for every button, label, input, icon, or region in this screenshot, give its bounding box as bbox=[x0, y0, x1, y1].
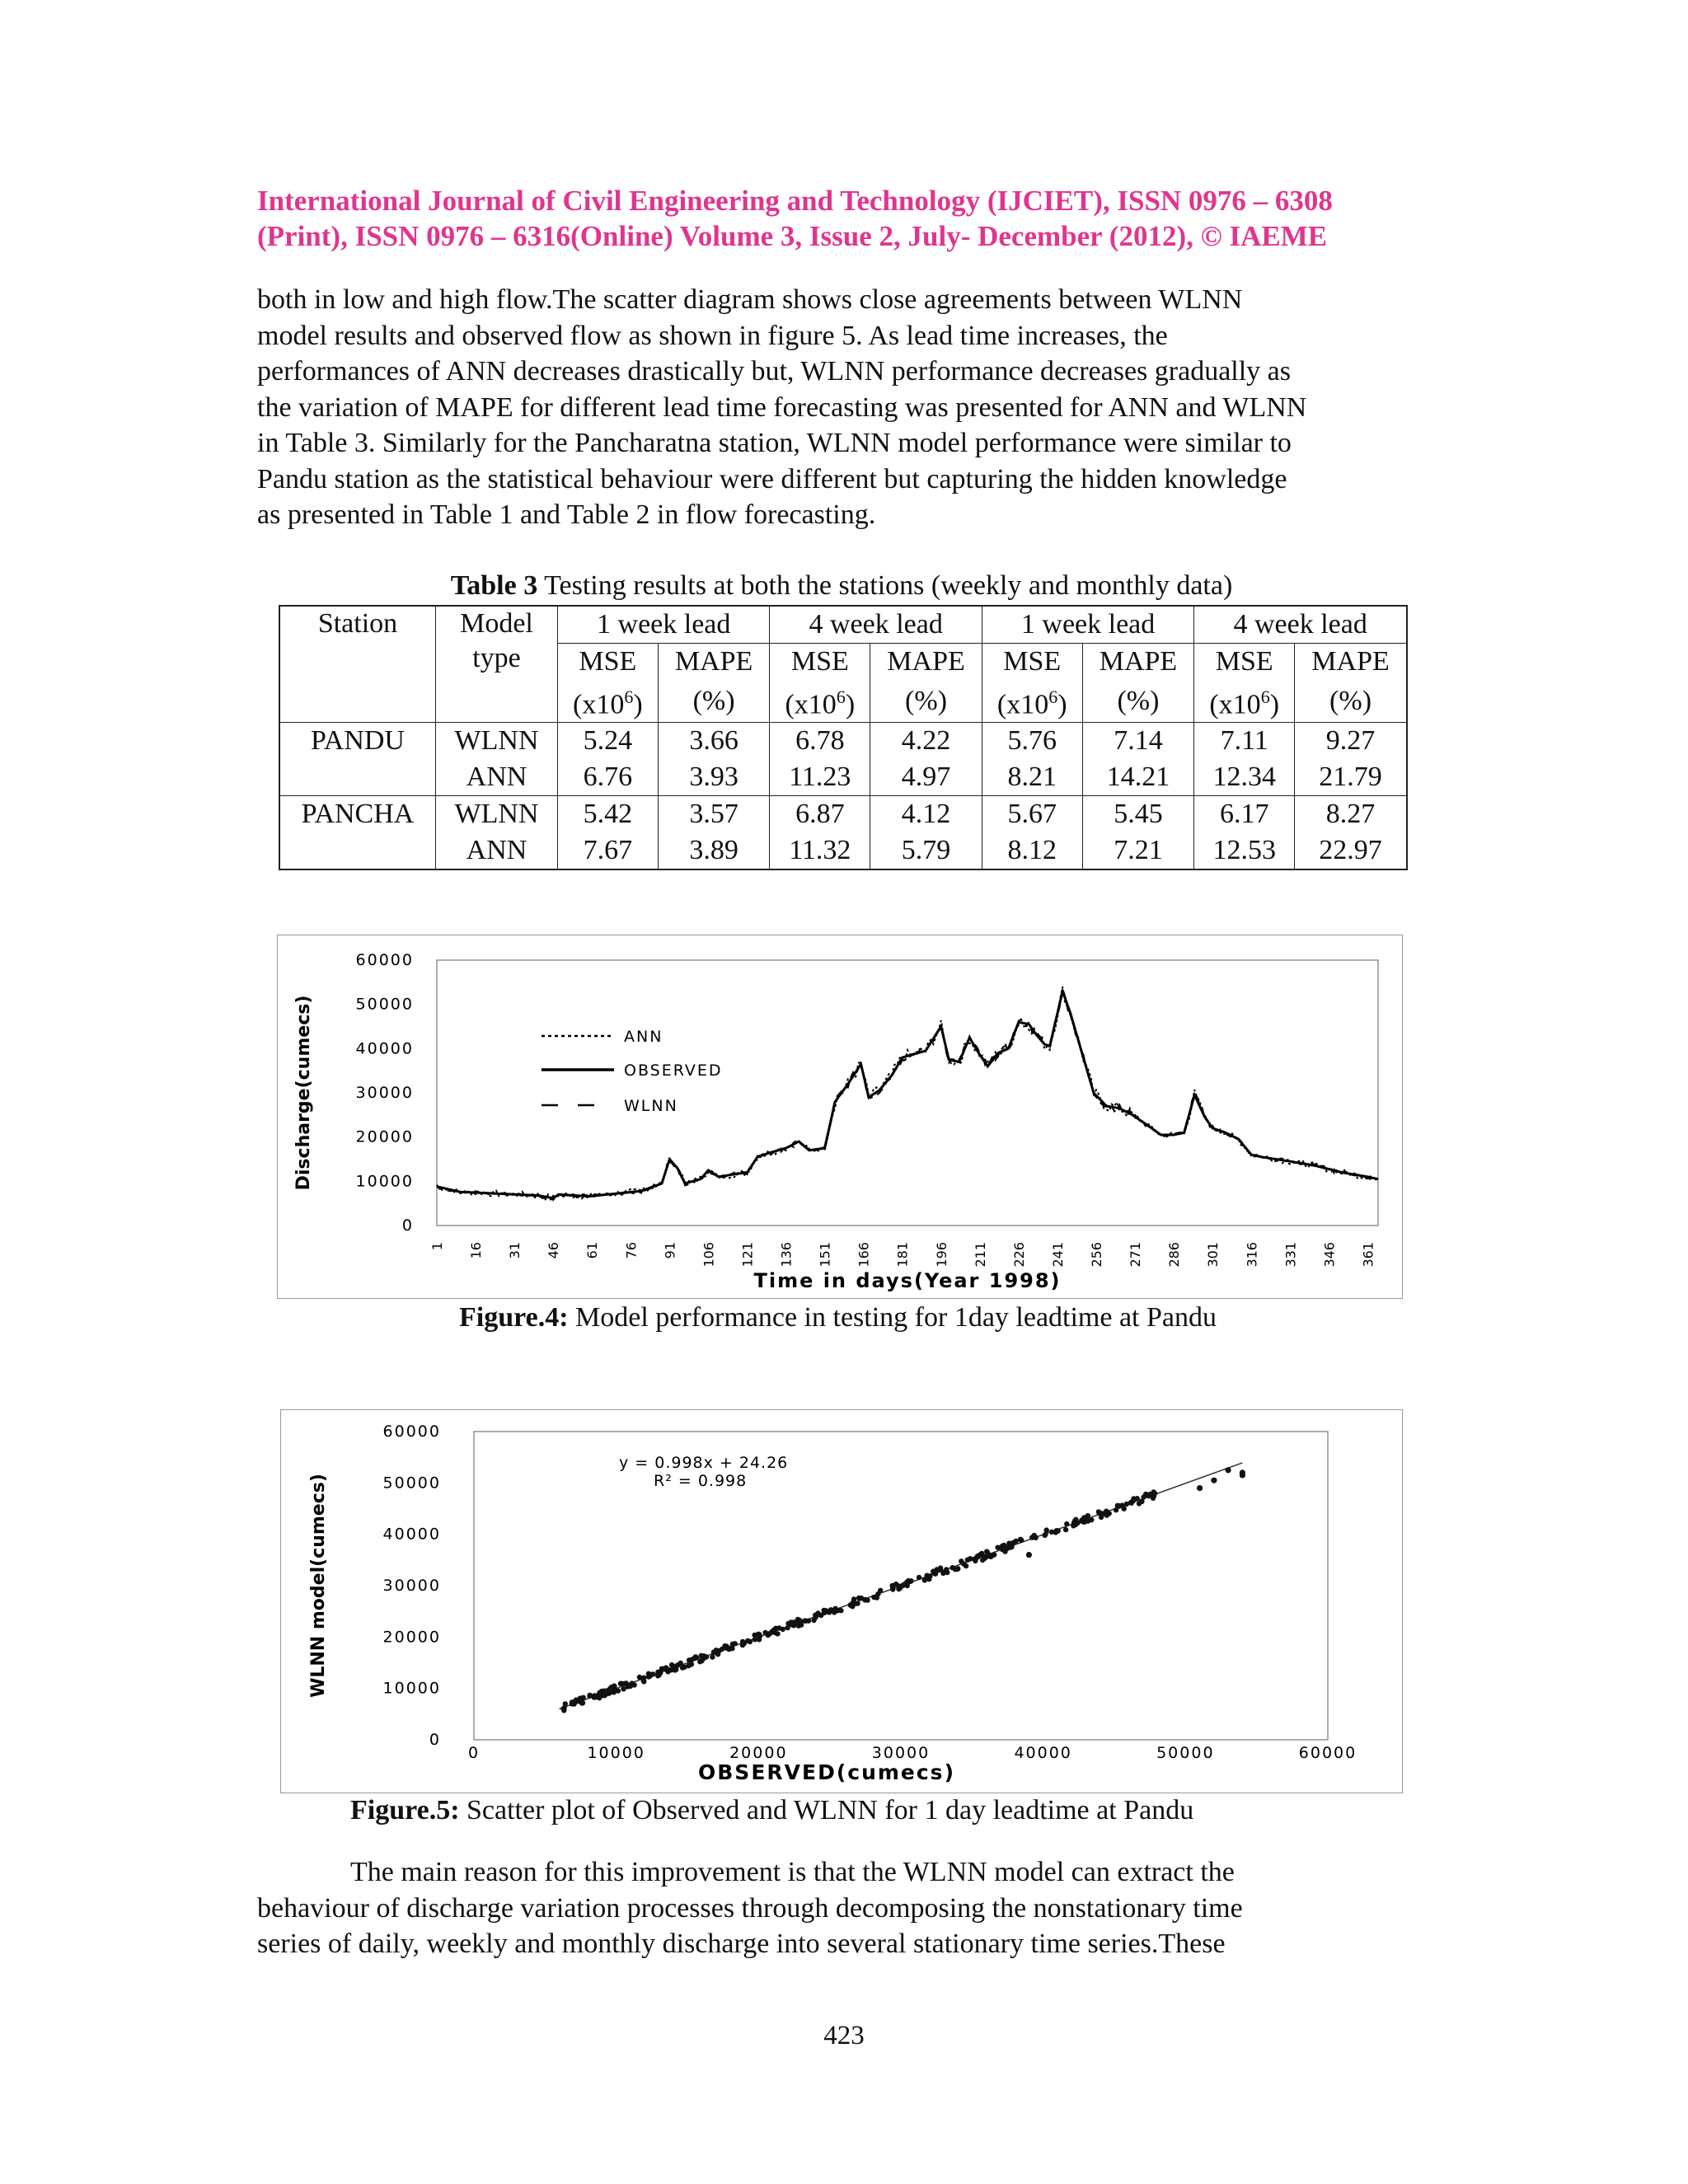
cell-station: PANDU bbox=[279, 723, 436, 760]
cell-station bbox=[279, 759, 436, 796]
subheader-mse-unit: $(x10^6)$ bbox=[770, 680, 870, 723]
subheader-mape: MAPE bbox=[1082, 644, 1194, 681]
x-tick-label: 136 bbox=[778, 1242, 795, 1268]
subheader-mape-unit: (%) bbox=[870, 680, 982, 723]
header-line-1: International Journal of Civil Engineering and Technology (IJCIET), ISSN 0976 – 6308 bbox=[257, 185, 1333, 217]
paragraph-line: in Table 3. Similarly for the Pancharatna station, WLNN model performance were similar to bbox=[257, 428, 1292, 458]
y-tick-label: 30000 bbox=[355, 1084, 414, 1102]
figure-4-caption bbox=[459, 1302, 1217, 1333]
cell-model: ANN bbox=[436, 832, 558, 869]
paragraph-line: series of daily, weekly and monthly discharge into several stationary time series.These bbox=[257, 1929, 1226, 1959]
y-tick-label: 40000 bbox=[355, 1039, 414, 1058]
figure-4-frame bbox=[277, 935, 1403, 1299]
header-model-line1: Model bbox=[460, 608, 533, 639]
subheader-mape: MAPE bbox=[658, 644, 770, 681]
figure-5-caption-text: Scatter plot of Observed and WLNN for 1 day leadtime at Pandu bbox=[459, 1795, 1194, 1825]
scatter-point bbox=[1096, 1511, 1101, 1516]
table-caption-text: Testing results at both the stations (weekly and monthly data) bbox=[537, 570, 1233, 601]
scatter-point bbox=[922, 1577, 927, 1582]
scatter-point bbox=[753, 1637, 757, 1642]
scatter-point bbox=[720, 1647, 724, 1652]
table-caption bbox=[257, 570, 1426, 602]
header-model-line2: type bbox=[472, 643, 521, 673]
scatter-point bbox=[785, 1625, 790, 1630]
scatter-point bbox=[1013, 1539, 1018, 1544]
scatter-point bbox=[655, 1673, 660, 1678]
cell-model: WLNN bbox=[436, 796, 558, 833]
scatter-point bbox=[578, 1696, 583, 1701]
table-row bbox=[279, 723, 1407, 760]
subheader-mape-unit: (%) bbox=[1082, 680, 1194, 723]
y-axis-label: WLNN model(cumecs) bbox=[308, 1474, 329, 1698]
paragraph-line: The main reason for this improvement is that the WLNN model can extract the bbox=[350, 1857, 1235, 1887]
scatter-point bbox=[906, 1578, 911, 1583]
x-tick-label: 316 bbox=[1244, 1242, 1260, 1268]
x-tick-label: 61 bbox=[584, 1242, 601, 1259]
scatter-point bbox=[1003, 1544, 1008, 1549]
paragraph-line: the variation of MAPE for different lead time forecasting was presented for ANN and WLNN bbox=[257, 391, 1307, 423]
scatter-point bbox=[675, 1662, 680, 1667]
cell-value: 12.34 bbox=[1194, 759, 1295, 796]
trend-equation: y = 0.998x + 24.26 bbox=[619, 1454, 789, 1472]
scatter-point bbox=[710, 1654, 715, 1659]
cell-model: ANN bbox=[436, 759, 558, 796]
x-tick-label: 121 bbox=[739, 1242, 756, 1268]
x-tick-label: 0 bbox=[467, 1744, 481, 1762]
scatter-point bbox=[1064, 1521, 1069, 1526]
scatter-point bbox=[1071, 1521, 1076, 1526]
scatter-point bbox=[587, 1694, 592, 1699]
scatter-point bbox=[570, 1699, 574, 1704]
series-observed bbox=[437, 991, 1378, 1198]
x-axis-label: OBSERVED(cumecs) bbox=[698, 1760, 955, 1784]
scatter-point bbox=[687, 1657, 692, 1662]
y-tick-label: 20000 bbox=[355, 1127, 414, 1146]
paragraph-line: Pandu station as the statistical behaviour were different but capturing the hidden knowledge bbox=[257, 463, 1287, 494]
scatter-point bbox=[704, 1654, 709, 1659]
x-tick-label: 271 bbox=[1128, 1242, 1144, 1268]
subheader-mse-unit: $(x10^6)$ bbox=[1194, 680, 1295, 723]
cell-value: 7.14 bbox=[1082, 723, 1194, 760]
subheader-mape-unit: (%) bbox=[1295, 680, 1407, 723]
scatter-point bbox=[853, 1601, 858, 1605]
results-table bbox=[279, 605, 1408, 870]
subheader-mse: MSE bbox=[982, 644, 1082, 681]
y-tick-label: 20000 bbox=[382, 1628, 441, 1647]
cell-value: 5.67 bbox=[982, 796, 1082, 833]
cell-value: 5.45 bbox=[1082, 796, 1194, 833]
x-tick-label: 301 bbox=[1205, 1242, 1221, 1268]
scatter-point bbox=[563, 1701, 568, 1706]
scatter-point bbox=[1139, 1499, 1144, 1504]
x-tick-label: 91 bbox=[662, 1242, 678, 1259]
table-row bbox=[279, 759, 1407, 796]
x-tick-label: 181 bbox=[894, 1242, 911, 1268]
scatter-point bbox=[1122, 1507, 1127, 1511]
scatter-point bbox=[713, 1650, 718, 1655]
x-tick-label: 166 bbox=[856, 1242, 872, 1268]
x-tick-label: 241 bbox=[1049, 1242, 1066, 1268]
scatter-point bbox=[917, 1575, 921, 1580]
scatter-point bbox=[863, 1597, 868, 1602]
scatter-point bbox=[733, 1641, 738, 1646]
x-tick-label: 31 bbox=[507, 1242, 523, 1259]
scatter-point bbox=[973, 1558, 978, 1563]
cell-value: 7.67 bbox=[558, 832, 659, 869]
scatter-point bbox=[561, 1708, 566, 1713]
figure-5-frame bbox=[280, 1409, 1403, 1793]
scatter-point bbox=[1104, 1509, 1109, 1514]
scatter-point bbox=[821, 1608, 826, 1613]
journal-header bbox=[257, 183, 1428, 254]
cell-value: 7.21 bbox=[1082, 832, 1194, 869]
y-tick-label: 0 bbox=[429, 1731, 441, 1749]
scatter-point bbox=[1114, 1507, 1118, 1512]
scatter-point bbox=[848, 1603, 853, 1608]
scatter-point bbox=[781, 1627, 785, 1632]
cell-value: 5.24 bbox=[558, 723, 659, 760]
subheader-mape-unit: (%) bbox=[658, 680, 770, 723]
x-tick-label: 46 bbox=[546, 1242, 562, 1259]
scatter-point bbox=[944, 1567, 949, 1572]
scatter-point bbox=[1197, 1485, 1203, 1491]
x-tick-label: 331 bbox=[1282, 1242, 1299, 1268]
y-tick-label: 50000 bbox=[355, 995, 414, 1014]
scatter-point bbox=[931, 1570, 936, 1575]
scatter-point bbox=[693, 1654, 698, 1659]
scatter-point bbox=[621, 1686, 626, 1691]
scatter-point bbox=[792, 1620, 797, 1625]
cell-value: 6.76 bbox=[558, 759, 659, 796]
scatter-point bbox=[1211, 1478, 1217, 1483]
cell-value: 5.42 bbox=[558, 796, 659, 833]
scatter-point bbox=[662, 1666, 667, 1671]
series-ann bbox=[437, 987, 1378, 1199]
scatter-point bbox=[1063, 1527, 1068, 1532]
cell-value: 8.27 bbox=[1295, 796, 1407, 833]
scatter-point bbox=[1147, 1492, 1152, 1497]
scatter-point bbox=[756, 1632, 762, 1638]
scatter-point bbox=[668, 1667, 673, 1672]
scatter-point bbox=[878, 1588, 883, 1593]
x-tick-label: 196 bbox=[933, 1242, 950, 1268]
subheader-mse-unit: $(x10^6)$ bbox=[558, 680, 659, 723]
subheader-mape: MAPE bbox=[870, 644, 982, 681]
scatter-point bbox=[680, 1665, 685, 1670]
scatter-point bbox=[1043, 1532, 1048, 1537]
cell-value: 7.11 bbox=[1194, 723, 1295, 760]
scatter-point bbox=[1009, 1544, 1014, 1549]
scatter-point bbox=[832, 1610, 837, 1615]
scatter-point bbox=[775, 1631, 780, 1636]
group-header: 1 week lead bbox=[982, 606, 1193, 644]
scatter-point bbox=[773, 1626, 778, 1631]
cell-value: 12.53 bbox=[1194, 832, 1295, 869]
cell-value: 11.23 bbox=[770, 759, 870, 796]
paragraph-line: model results and observed flow as shown in figure 5. As lead time increases, the bbox=[257, 320, 1168, 351]
header-station: Station bbox=[279, 606, 436, 723]
scatter-point bbox=[975, 1554, 980, 1558]
subheader-mape: MAPE bbox=[1295, 644, 1407, 681]
y-tick-label: 0 bbox=[401, 1216, 414, 1235]
group-header: 4 week lead bbox=[1194, 606, 1407, 644]
cell-station bbox=[279, 832, 436, 869]
x-tick-label: 20000 bbox=[729, 1744, 788, 1762]
scatter-point bbox=[1056, 1528, 1061, 1533]
y-axis-label: Discharge(cumecs) bbox=[293, 995, 314, 1191]
cell-value: 11.32 bbox=[770, 832, 870, 869]
table-row bbox=[279, 796, 1407, 833]
x-tick-label: 60000 bbox=[1298, 1744, 1357, 1762]
cell-value: 3.93 bbox=[658, 759, 770, 796]
scatter-point bbox=[959, 1558, 964, 1563]
cell-value: 3.57 bbox=[658, 796, 770, 833]
cell-value: 21.79 bbox=[1295, 759, 1407, 796]
scatter-point bbox=[925, 1573, 930, 1578]
scatter-point bbox=[1019, 1538, 1024, 1543]
scatter-point bbox=[669, 1662, 674, 1667]
scatter-point bbox=[827, 1610, 832, 1615]
x-tick-label: 1 bbox=[429, 1242, 445, 1251]
cell-value: 6.17 bbox=[1194, 796, 1295, 833]
x-tick-label: 16 bbox=[468, 1242, 485, 1259]
scatter-point bbox=[1085, 1519, 1090, 1524]
r-squared: R² = 0.998 bbox=[654, 1472, 748, 1490]
scatter-point bbox=[641, 1675, 646, 1680]
scatter-point bbox=[612, 1684, 617, 1689]
cell-value: 6.87 bbox=[770, 796, 870, 833]
cell-station: PANCHA bbox=[279, 796, 436, 833]
scatter-point bbox=[1026, 1552, 1032, 1558]
figure-4-chart bbox=[278, 935, 1402, 1298]
x-tick-label: 106 bbox=[701, 1242, 717, 1268]
scatter-point bbox=[599, 1689, 604, 1694]
cell-value: 14.21 bbox=[1082, 759, 1194, 796]
legend-label-ann: ANN bbox=[624, 1028, 663, 1046]
x-axis-label: Time in days(Year 1998) bbox=[753, 1269, 1062, 1292]
x-tick-label: 226 bbox=[1010, 1242, 1027, 1268]
y-tick-label: 10000 bbox=[355, 1172, 414, 1191]
cell-value: 5.79 bbox=[870, 832, 982, 869]
x-tick-label: 151 bbox=[817, 1242, 833, 1268]
cell-value: 22.97 bbox=[1295, 832, 1407, 869]
scatter-point bbox=[765, 1631, 770, 1636]
x-tick-label: 40000 bbox=[1014, 1744, 1072, 1762]
subheader-mse-unit: $(x10^6)$ bbox=[982, 680, 1082, 723]
scatter-point bbox=[1240, 1469, 1245, 1475]
y-tick-label: 40000 bbox=[382, 1525, 441, 1544]
cell-model: WLNN bbox=[436, 723, 558, 760]
x-tick-label: 256 bbox=[1089, 1242, 1105, 1268]
cell-value: 4.22 bbox=[870, 723, 982, 760]
scatter-points bbox=[560, 1467, 1245, 1713]
figure-5-caption-label: Figure.5: bbox=[350, 1795, 460, 1825]
scatter-point bbox=[724, 1646, 729, 1651]
scatter-point bbox=[592, 1693, 597, 1698]
paragraph-line: as presented in Table 1 and Table 2 in flow forecasting. bbox=[257, 499, 876, 530]
paragraph-line: both in low and high flow.The scatter diagram shows close agreements between WLNN bbox=[257, 284, 1243, 315]
scatter-point bbox=[1131, 1496, 1136, 1501]
paragraph-line: behaviour of discharge variation processes through decomposing the nonstationary time bbox=[257, 1892, 1243, 1924]
scatter-point bbox=[1226, 1467, 1231, 1473]
table-caption-label: Table 3 bbox=[450, 570, 538, 601]
group-header: 4 week lead bbox=[770, 606, 982, 644]
scatter-point bbox=[740, 1643, 745, 1647]
scatter-point bbox=[1044, 1527, 1049, 1532]
scatter-point bbox=[598, 1694, 603, 1699]
subheader-mse: MSE bbox=[770, 644, 870, 681]
scatter-point bbox=[811, 1618, 816, 1623]
y-tick-label: 60000 bbox=[382, 1422, 441, 1441]
cell-value: 8.12 bbox=[982, 832, 1082, 869]
x-tick-label: 76 bbox=[623, 1242, 640, 1259]
x-tick-label: 50000 bbox=[1156, 1744, 1215, 1762]
cell-value: 8.21 bbox=[982, 759, 1082, 796]
scatter-point bbox=[1032, 1533, 1037, 1538]
x-tick-label: 346 bbox=[1321, 1242, 1338, 1268]
cell-value: 9.27 bbox=[1295, 723, 1407, 760]
figure-4-caption-label: Figure.4: bbox=[459, 1302, 569, 1333]
table-row bbox=[279, 832, 1407, 869]
plot-area bbox=[437, 960, 1378, 1226]
y-tick-label: 60000 bbox=[355, 951, 414, 969]
series-wlnn bbox=[437, 989, 1378, 1201]
cell-value: 3.89 bbox=[658, 832, 770, 869]
x-tick-label: 10000 bbox=[587, 1744, 645, 1762]
x-tick-label: 286 bbox=[1166, 1242, 1183, 1268]
scatter-point bbox=[950, 1565, 954, 1570]
header-line-2: (Print), ISSN 0976 – 6316(Online) Volume 3, Issue 2, July- December (2012), © IAEME bbox=[257, 220, 1328, 252]
paragraph-2 bbox=[257, 1854, 1426, 1962]
subheader-mse: MSE bbox=[558, 644, 659, 681]
figure-5-caption bbox=[350, 1795, 1193, 1826]
scatter-point bbox=[648, 1672, 653, 1677]
legend-label-observed: OBSERVED bbox=[624, 1062, 723, 1080]
y-tick-label: 30000 bbox=[382, 1577, 441, 1595]
scatter-point bbox=[813, 1613, 818, 1618]
scatter-point bbox=[984, 1549, 989, 1554]
x-tick-label: 361 bbox=[1360, 1242, 1376, 1268]
subheader-mse: MSE bbox=[1194, 644, 1295, 681]
figure-5-chart bbox=[281, 1410, 1402, 1793]
scatter-point bbox=[955, 1567, 960, 1572]
scatter-point bbox=[745, 1638, 750, 1643]
page-number: 423 bbox=[823, 2021, 865, 2050]
cell-value: 4.12 bbox=[870, 796, 982, 833]
scatter-point bbox=[632, 1682, 637, 1687]
cell-value: 3.66 bbox=[658, 723, 770, 760]
y-tick-label: 50000 bbox=[382, 1474, 441, 1493]
cell-value: 5.76 bbox=[982, 723, 1082, 760]
scatter-point bbox=[965, 1558, 970, 1563]
header-model bbox=[436, 606, 558, 723]
scatter-point bbox=[938, 1565, 943, 1570]
x-tick-label: 30000 bbox=[871, 1744, 931, 1762]
x-tick-label: 211 bbox=[972, 1242, 988, 1268]
cell-value: 4.97 bbox=[870, 759, 982, 796]
paragraph-line: performances of ANN decreases drastically but, WLNN performance decreases gradually as bbox=[257, 356, 1291, 387]
scatter-point bbox=[1049, 1530, 1054, 1535]
cell-value: 6.78 bbox=[770, 723, 870, 760]
figure-4-caption-text: Model performance in testing for 1day leadtime at Pandu bbox=[568, 1302, 1217, 1333]
paragraph-1 bbox=[257, 282, 1426, 533]
scatter-point bbox=[890, 1586, 895, 1591]
scatter-point bbox=[637, 1675, 642, 1680]
group-header: 1 week lead bbox=[558, 606, 770, 644]
y-tick-label: 10000 bbox=[382, 1679, 441, 1698]
legend-label-wlnn: WLNN bbox=[624, 1097, 678, 1115]
scatter-point bbox=[874, 1595, 879, 1600]
